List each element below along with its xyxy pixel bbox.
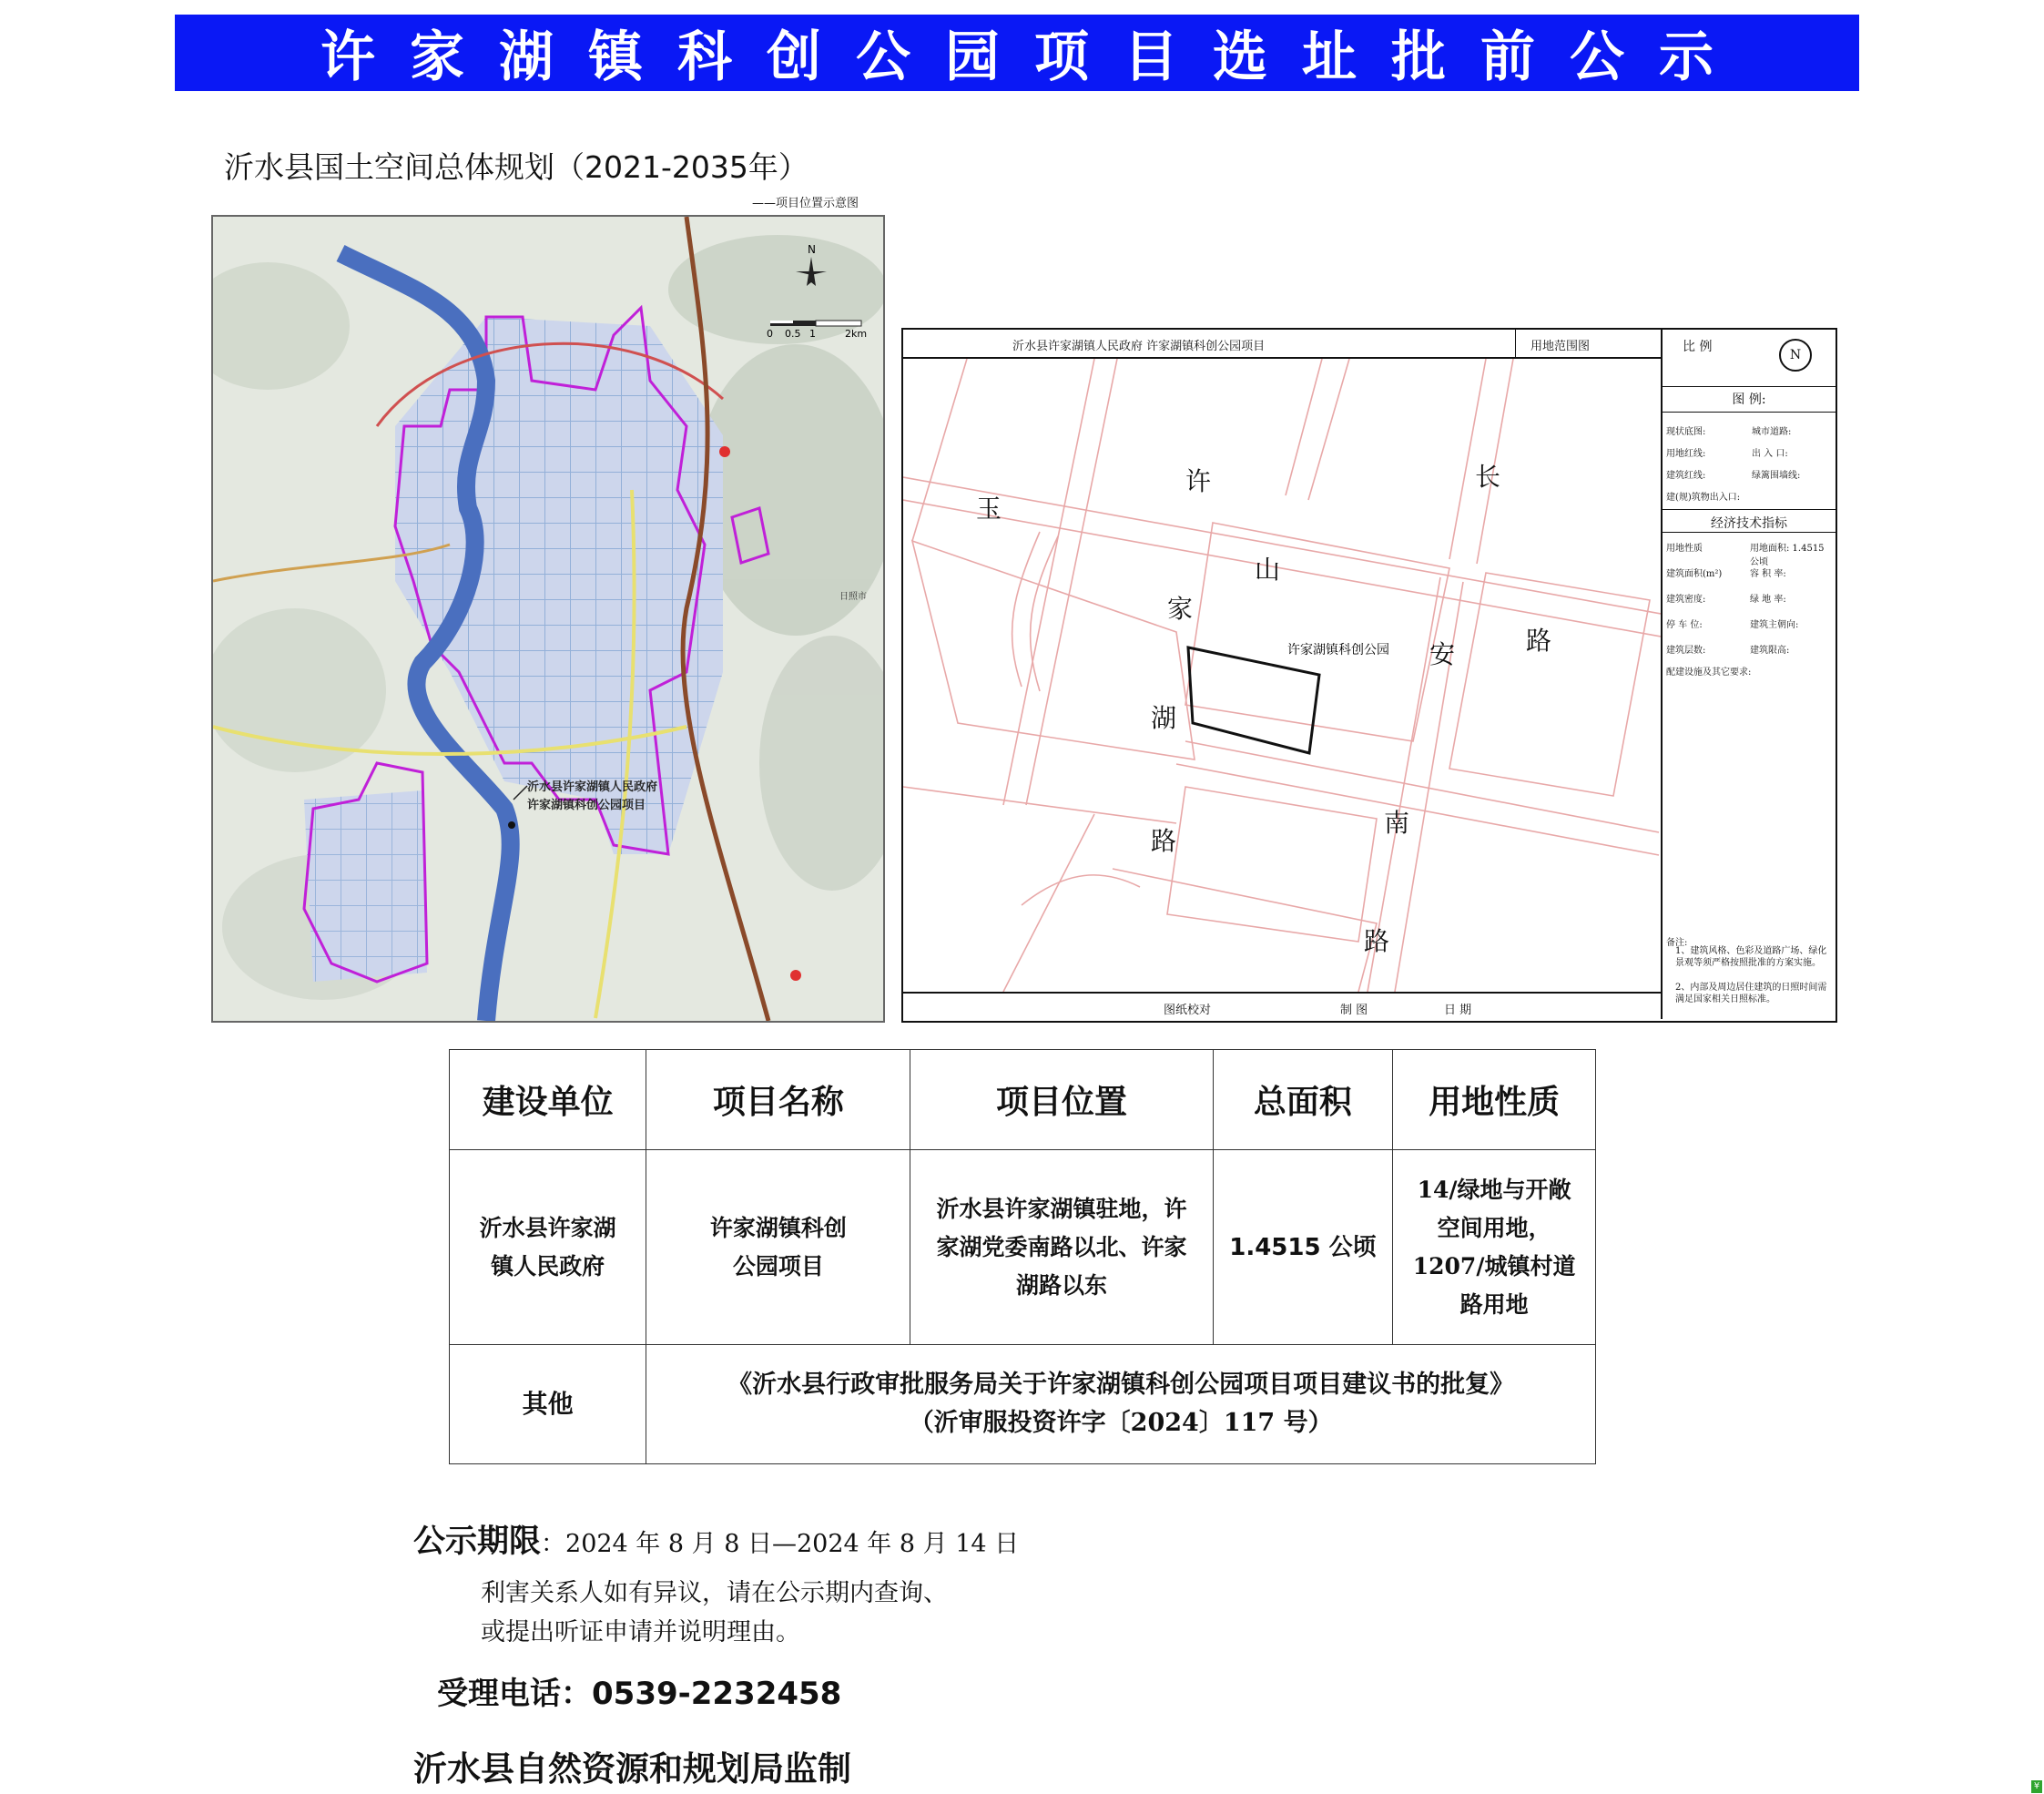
cell-area: 1.4515 公顷 [1213,1150,1393,1345]
note-line-1: 利害关系人如有异议，请在公示期内查询、 [481,1579,948,1607]
econ-floors: 建筑层数: [1666,646,1706,656]
site-plan-footer [903,992,1661,1021]
legend-item-building-line: 建筑红线: [1666,471,1706,481]
econ-area: 用地面积: 1.4515 公顷 [1750,544,1825,567]
scale-label-3: 2km [845,328,868,340]
site-plan-sheet [901,328,1837,1023]
project-parcel-boundary [1188,647,1319,753]
issuer-footer: 沂水县自然资源和规划局监制 [413,1748,851,1789]
remark-1: 1、建筑风格、色彩及道路广场、绿化景观等须严格按照批准的方案实施。 [1675,946,1827,968]
contact-phone: 受理电话：0539-2232458 [437,1676,842,1712]
header-unit: 建设单位 [450,1050,646,1150]
location-map-svg [213,217,883,1021]
econ-green: 绿 地 率: [1750,595,1786,605]
banner-title: 许家湖镇科创公园项目选址批前公示 [320,25,1748,89]
table-header-row [450,1050,1596,1150]
period-value: ：2024 年 8 月 8 日—2024 年 8 月 14 日 [541,1530,1020,1558]
road-char-lu2: 路 [1151,826,1177,856]
cell-name: 许家湖镇科创公园项目 [646,1150,910,1345]
legend-item-entrance: 出 入 口: [1752,449,1788,459]
legend-item-building-entry: 建(规)筑物出入口: [1666,493,1741,503]
title-banner [175,15,1859,91]
header-nature: 用地性质 [1393,1050,1596,1150]
pointer-label-project: 许家湖镇科创公园项目 [527,799,646,812]
road-char-nan: 南 [1384,808,1410,838]
road-char-lu1: 路 [1526,626,1552,656]
scale-label-0: 0 [767,328,773,340]
site-plan-header-right: 用地范围图 [1515,330,1646,357]
econ-far: 容 积 率: [1750,569,1786,579]
cell-other-label: 其他 [450,1345,646,1464]
scale-label: 比 例 [1683,340,1713,354]
legend-item-base: 现状底图: [1666,427,1706,437]
site-plan-header [903,330,1661,359]
location-map [211,215,885,1023]
remark-label: 备注: [1666,938,1688,948]
objection-note [481,1574,948,1652]
parcel-label: 许家湖镇科创公园 [1287,643,1389,657]
north-compass-icon: N [1779,339,1812,372]
road-char-hu: 湖 [1151,703,1177,733]
header-area: 总面积 [1213,1050,1393,1150]
table-row [450,1150,1596,1345]
econ-table [1663,532,1836,678]
road-char-yu: 玉 [976,494,1002,524]
approval-document-number: （沂审服投资许字〔2024〕117 号） [909,1409,1333,1437]
econ-orientation: 建筑主朝向: [1750,620,1799,630]
road-char-an: 安 [1429,639,1456,669]
cell-unit: 沂水县许家湖镇人民政府 [450,1150,646,1345]
corner-mark-icon: ¥ [2031,1780,2042,1793]
table-row-other [450,1345,1596,1464]
road-char-shan: 山 [1255,555,1281,585]
road-char-chang: 长 [1475,462,1501,492]
site-plan-drawing [903,359,1661,992]
econ-parking: 停 车 位: [1666,620,1703,630]
econ-title: 经济技术指标 [1663,509,1836,532]
legend-item-road: 城市道路: [1752,427,1792,437]
footer-check: 图纸校对 [1164,1004,1212,1017]
notice-period [413,1516,1019,1562]
cell-other-content [646,1345,1596,1464]
cell-nature: 14/绿地与开敞空间用地，1207/城镇村道路用地 [1393,1150,1596,1345]
scale-label-1: 0.5 [785,328,801,340]
econ-density: 建筑密度: [1666,595,1706,605]
econ-use: 用地性质 [1666,544,1703,554]
road-char-lu3: 路 [1364,926,1390,956]
header-name: 项目名称 [646,1050,910,1150]
legend-item-hedge: 绿篱围墙线: [1752,471,1801,481]
road-char-jia: 家 [1167,594,1194,624]
econ-height: 建筑限高: [1750,646,1790,656]
svg-text:N: N [808,243,816,256]
site-plan-sidebar [1661,330,1836,1019]
project-location-marker [508,821,515,829]
footer-date: 日 期 [1444,1004,1472,1017]
econ-other: 配建设施及其它要求: [1666,668,1752,678]
note-line-2: 或提出听证申请并说明理由。 [481,1618,800,1646]
cell-location: 沂水县许家湖镇驻地，许家湖党委南路以北、许家湖路以东 [910,1150,1213,1345]
legend-item-redline: 用地红线: [1666,449,1706,459]
place-label: 日照市 [839,592,867,602]
site-plan-header-left: 沂水县许家湖镇人民政府 许家湖镇科创公园项目 [1012,340,1266,353]
econ-floor-area: 建筑面积(m²) [1666,569,1723,579]
scale-label-2: 1 [809,328,816,340]
approval-document-title: 《沂水县行政审批服务局关于许家湖镇科创公园项目项目建议书的批复》 [727,1371,1515,1399]
plan-title: 沂水县国土空间总体规划（2021-2035年） [224,149,808,185]
road-char-xu1: 许 [1185,466,1212,496]
legend-title: 图 例: [1732,392,1766,407]
map-caption: ——项目位置示意图 [752,197,859,210]
remark-2: 2、内部及周边居住建筑的日照时间需满足国家相关日照标准。 [1675,983,1827,1004]
footer-drawing: 制 图 [1340,1004,1368,1017]
pointer-label-government: 沂水县许家湖镇人民政府 [527,780,658,794]
header-location: 项目位置 [910,1050,1213,1150]
project-info-table [449,1049,1596,1464]
period-label: 公示期限 [413,1523,542,1560]
